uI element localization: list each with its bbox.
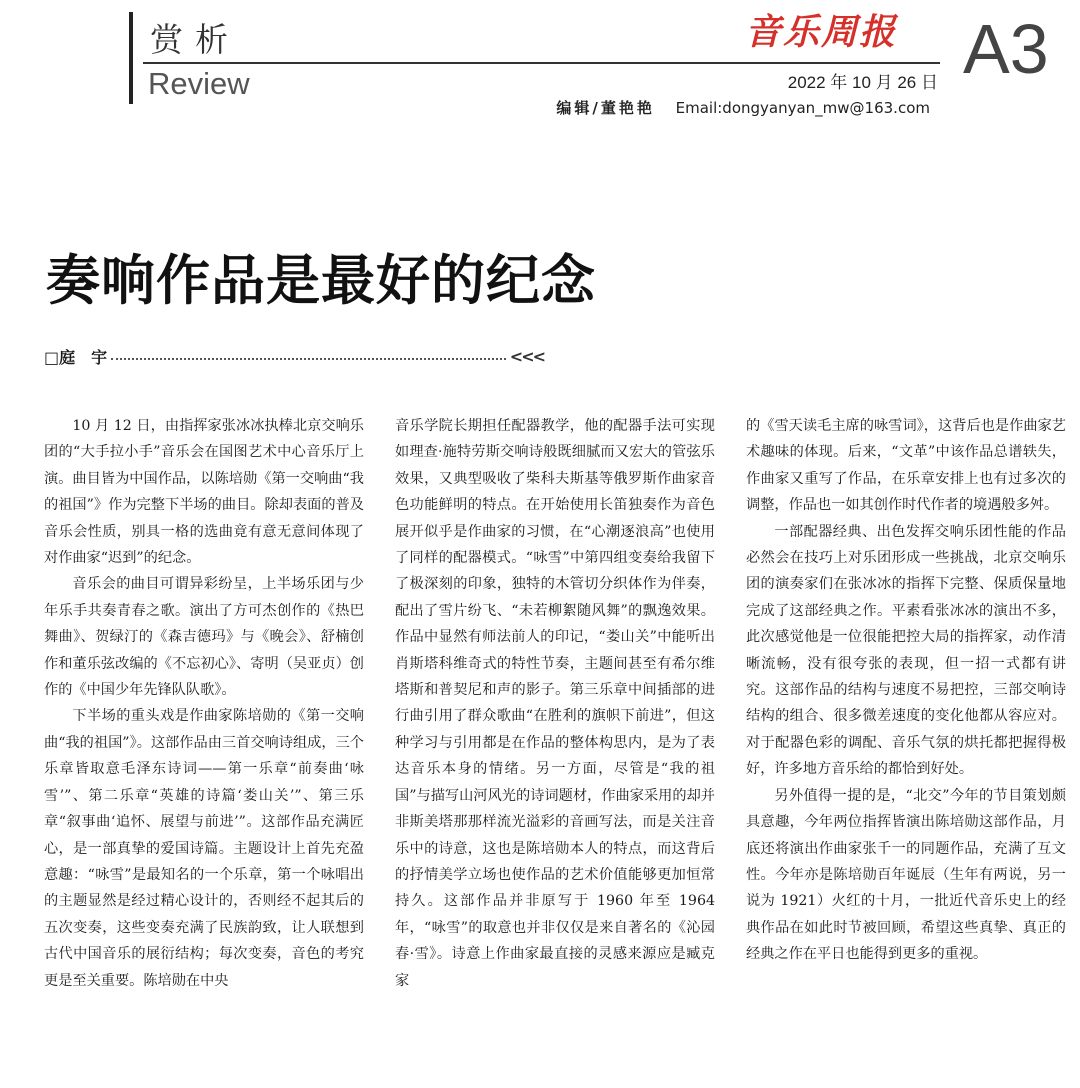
paragraph: 另外值得一提的是，“北交”今年的节目策划颇具意趣，今年两位指挥皆演出陈培勋这部作品，月底还将演出作曲家张千一的同题作品，充满了互文性。今年亦是陈培勋百年诞辰（生年有两说，另一说为 1921）火红的十月，一批近代音乐史上的经典作品在如此时节被回顾，希望这些真挚、真正的经典之作在平日也能得到更多的重视。 bbox=[746, 787, 1066, 963]
newspaper-masthead: 音乐周报 bbox=[745, 11, 898, 53]
paragraph: 的《雪天读毛主席的咏雪词》，这背后也是作曲家艺术趣味的体现。后来，“文革”中该作品总谱轶失，作曲家又重写了作品，在乐章安排上也有过多次的调整，作品也一如其创作时代作者的境遇般多舛。 bbox=[746, 418, 1066, 514]
byline-dotted-leader bbox=[111, 358, 506, 360]
header-rule bbox=[143, 62, 940, 64]
byline-arrows: <<< bbox=[509, 347, 544, 366]
issue-date: 2022 年 10 月 26 日 bbox=[787, 73, 938, 92]
author-name: □庭 宇 bbox=[44, 348, 108, 367]
section-divider-bar bbox=[129, 12, 133, 104]
editor-label: 编辑/董艳艳 bbox=[556, 99, 655, 117]
article-title: 奏响作品是最好的纪念 bbox=[46, 248, 596, 312]
paragraph: 10 月 12 日，由指挥家张冰冰执棒北京交响乐团的“大手拉小手”音乐会在国图艺术中心音乐厅上演。曲目皆为中国作品，以陈培勋《第一交响曲“我的祖国”》作为完整下半场的曲目。除却表面的普及音乐会性质，别具一格的选曲竟有意无意间体现了对作曲家“迟到”的纪念。 bbox=[44, 418, 364, 567]
editor-line bbox=[556, 97, 930, 118]
page-number: A3 bbox=[963, 10, 1049, 88]
article-column-2 bbox=[395, 413, 715, 994]
editor-email: Email:dongyanyan_mw@163.com bbox=[675, 99, 930, 117]
byline bbox=[44, 345, 544, 368]
article-column-1 bbox=[44, 413, 364, 994]
paragraph: 一部配器经典、出色发挥交响乐团性能的作品必然会在技巧上对乐团形成一些挑战，北京交响乐团的演奏家们在张冰冰的指挥下完整、保质保量地完成了这部经典之作。平素看张冰冰的演出不多，此次感觉他是一位很能把控大局的指挥家，动作清晰流畅，没有很夸张的表现，但一招一式都有讲究。这部作品的结构与速度不易把控，三部交响诗结构的组合、很多微差速度的变化他都从容应对。对于配器色彩的调配、音乐气氛的烘托都把握得极好，许多地方音乐给的都恰到好处。 bbox=[746, 523, 1066, 778]
paragraph: 下半场的重头戏是作曲家陈培勋的《第一交响曲“我的祖国”》。这部作品由三首交响诗组成，三个乐章皆取意毛泽东诗词——第一乐章“前奏曲‘咏雪’”、第二乐章“英雄的诗篇‘娄山关’”、第三乐章“叙事曲‘追怀、展望与前进’”。这部作品充满匠心，是一部真挚的爱国诗篇。主题设计上首先充盈意趣：“咏雪”是最知名的一个乐章，第一个咏唱出的主题显然是经过精心设计的，否则经不起其后的五次变奏，这些变奏充满了民族韵致，让人联想到古代中国音乐的展衍结构；每次变奏，音色的考究更是至关重要。陈培勋在中央 bbox=[44, 708, 364, 989]
paragraph: 音乐学院长期担任配器教学，他的配器手法可实现如理查·施特劳斯交响诗般既细腻而又宏大的管弦乐效果，又典型吸收了柴科夫斯基等俄罗斯作曲家音色功能鲜明的特点。在开始使用长笛独奏作为音色展开似乎是作曲家的习惯，在“心潮逐浪高”也使用了同样的配器模式。“咏雪”中第四组变奏给我留下了极深刻的印象，独特的木管切分织体作为伴奏，配出了雪片纷飞、“未若柳絮随风舞”的飘逸效果。作品中显然有师法前人的印记，“娄山关”中能听出肖斯塔科维奇式的特性节奏，主题间甚至有希尔维塔斯和普契尼和声的影子。第三乐章中间插部的进行曲引用了群众歌曲“在胜利的旗帜下前进”，但这种学习与引用都是在作品的整体构思内，是为了表达音乐本身的情绪。另一方面，尽管是“我的祖国”与描写山河风光的诗词题材，作曲家采用的却并非斯美塔那那样流光溢彩的音画写法，而是关注音乐中的诗意，这也是陈培勋本人的特点，而这背后的抒情美学立场也使作品的艺术价值能够更加恒常持久。这部作品并非原写于 1960 年至 1964 年，“咏雪”的取意也并非仅仅是来自著名的《沁园春·雪》。诗意上作曲家最直接的灵感来源应是臧克家 bbox=[395, 418, 715, 989]
article-column-3 bbox=[746, 413, 1066, 968]
section-title-cn: 赏析 bbox=[150, 20, 240, 59]
paragraph: 音乐会的曲目可谓异彩纷呈，上半场乐团与少年乐手共奏青春之歌。演出了方可杰创作的《热巴舞曲》、贺绿汀的《森吉德玛》与《晚会》、舒楠创作和董乐弦改编的《不忘初心》、寄明（吴亚贞）创作的《中国少年先锋队队歌》。 bbox=[44, 576, 364, 699]
section-title-en: Review bbox=[148, 66, 250, 101]
